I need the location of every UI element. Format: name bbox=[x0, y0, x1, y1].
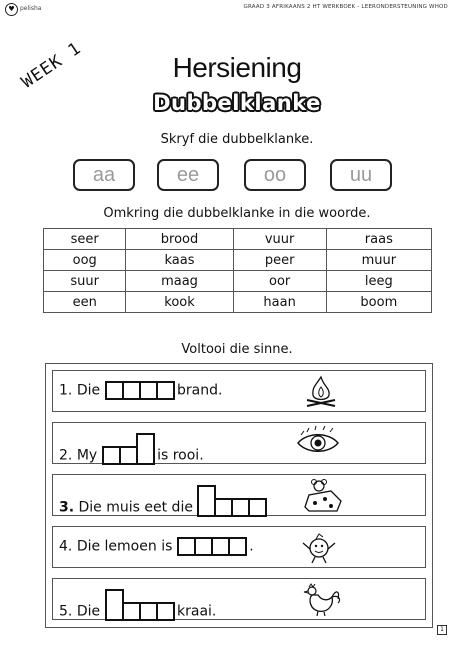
word-cell[interactable]: vuur bbox=[233, 229, 326, 250]
eye-icon bbox=[295, 425, 341, 461]
sentence-row bbox=[52, 370, 426, 412]
word-cell[interactable]: brood bbox=[126, 229, 233, 250]
sentence-row bbox=[52, 474, 426, 516]
page-title: Hersiening bbox=[172, 52, 302, 83]
word-cell[interactable]: kook bbox=[126, 292, 233, 313]
section1-instruction: Skryf die dubbelklanke. bbox=[160, 132, 314, 147]
sentence-before: Die muis eet die bbox=[78, 499, 193, 516]
sentence-after: brand. bbox=[177, 382, 223, 399]
word-cell[interactable]: raas bbox=[326, 229, 431, 250]
word-table bbox=[43, 228, 432, 313]
sentence-row bbox=[52, 422, 426, 464]
word-cell[interactable]: oor bbox=[233, 271, 326, 292]
sentence-text bbox=[59, 485, 265, 517]
word-cell[interactable]: kaas bbox=[126, 250, 233, 271]
brand-name: pelisha bbox=[20, 5, 42, 12]
rooster-icon bbox=[298, 581, 344, 617]
page-subtitle: Dubbelklanke bbox=[153, 91, 321, 115]
letter-boxes[interactable] bbox=[105, 604, 173, 620]
word-cell[interactable]: boom bbox=[326, 292, 431, 313]
week-label: WEEK 1 bbox=[18, 38, 86, 93]
word-cell[interactable]: suur bbox=[44, 271, 126, 292]
vowel-box[interactable]: ee bbox=[157, 159, 219, 191]
vowel-box-row bbox=[73, 159, 403, 191]
sentence-after: . bbox=[249, 538, 254, 555]
sentence-before: My bbox=[76, 447, 98, 464]
sentence-text bbox=[59, 589, 216, 621]
letter-boxes[interactable] bbox=[105, 383, 173, 399]
sentence-number: 4. bbox=[59, 538, 73, 555]
word-cell[interactable]: maag bbox=[126, 271, 233, 292]
fire-icon bbox=[298, 373, 344, 409]
sentence-row bbox=[52, 578, 426, 620]
page-number: 1 bbox=[437, 625, 447, 635]
sentence-panel bbox=[45, 363, 433, 628]
sentence-number: 1. bbox=[59, 382, 73, 399]
section2-instruction: Omkring die dubbelklanke in die woorde. bbox=[103, 206, 371, 221]
vowel-box[interactable]: oo bbox=[244, 159, 306, 191]
table-row bbox=[44, 271, 432, 292]
word-cell[interactable]: muur bbox=[326, 250, 431, 271]
word-cell[interactable]: haan bbox=[233, 292, 326, 313]
section3-instruction: Voltooi die sinne. bbox=[181, 342, 293, 357]
vowel-box[interactable]: uu bbox=[330, 159, 392, 191]
orange-character-icon bbox=[296, 529, 342, 565]
sentence-number: 5. bbox=[59, 603, 73, 620]
table-row bbox=[44, 250, 432, 271]
letter-boxes[interactable] bbox=[197, 500, 265, 516]
sentence-text bbox=[59, 537, 254, 556]
letter-boxes[interactable] bbox=[102, 448, 153, 464]
sentence-number: 3. bbox=[59, 499, 75, 516]
word-cell[interactable]: peer bbox=[233, 250, 326, 271]
sentence-before: Die bbox=[76, 382, 101, 399]
sentence-before: Die lemoen is bbox=[76, 538, 173, 555]
sentence-row bbox=[52, 526, 426, 568]
header-title-line: GRAAD 3 AFRIKAANS 2 HT WERKBOEK - LEERONDERSTEUNING WHOD bbox=[243, 4, 448, 10]
table-row bbox=[44, 292, 432, 313]
letter-boxes[interactable] bbox=[177, 539, 245, 555]
word-cell[interactable]: leeg bbox=[326, 271, 431, 292]
word-cell[interactable]: een bbox=[44, 292, 126, 313]
mouse-cheese-icon bbox=[301, 477, 347, 513]
heart-logo-icon: ♥ bbox=[5, 3, 18, 16]
word-cell[interactable]: oog bbox=[44, 250, 126, 271]
sentence-after: is rooi. bbox=[157, 447, 204, 464]
sentence-after: kraai. bbox=[177, 603, 217, 620]
sentence-text bbox=[59, 381, 222, 400]
word-cell[interactable]: seer bbox=[44, 229, 126, 250]
sentence-number: 2. bbox=[59, 447, 73, 464]
vowel-box[interactable]: aa bbox=[73, 159, 135, 191]
table-row bbox=[44, 229, 432, 250]
sentence-text bbox=[59, 433, 204, 465]
sentence-before: Die bbox=[76, 603, 101, 620]
